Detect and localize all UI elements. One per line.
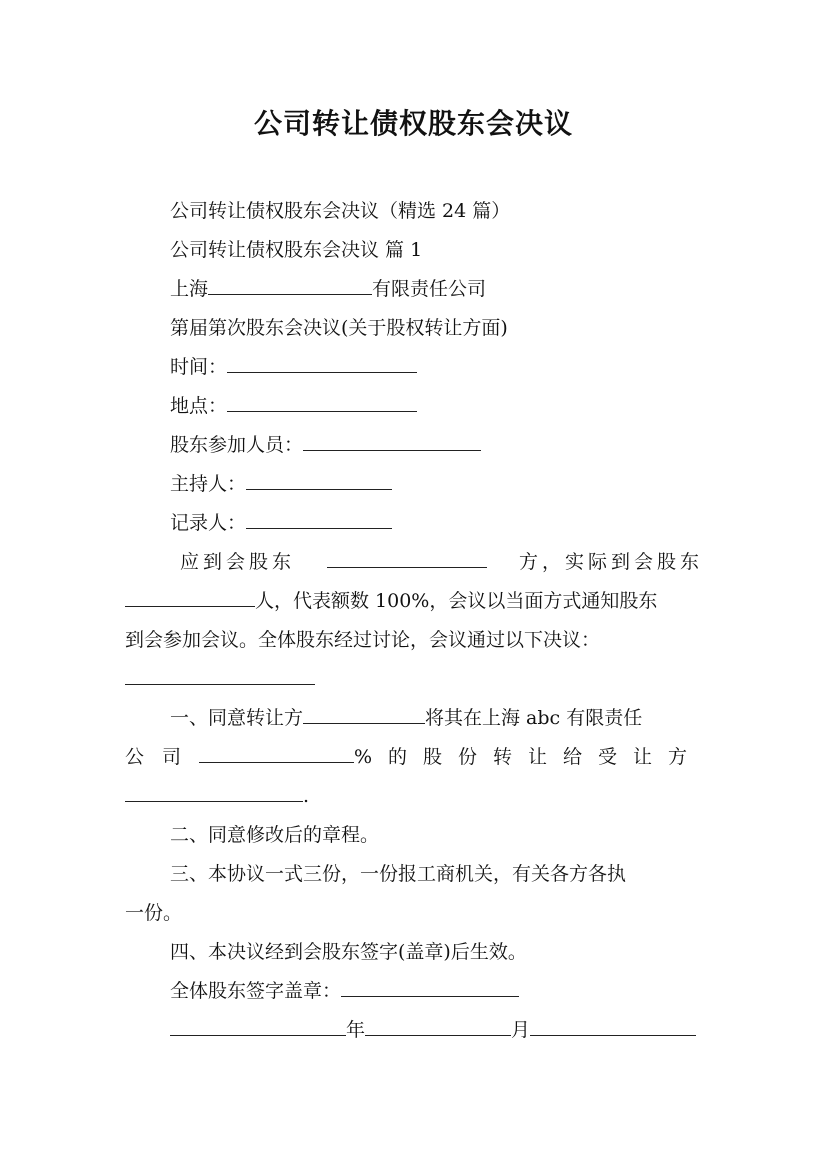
paragraph-1-line-2 (125, 588, 703, 614)
resolution-1-line-3 (125, 783, 703, 809)
place-blank (227, 393, 417, 412)
month-blank (365, 1017, 511, 1036)
paragraph-1-line-1 (180, 549, 703, 575)
paragraph-1-line-3: 到会参加会议。全体股东经过讨论，会议通过以下决议： (125, 629, 601, 651)
recorder-line (170, 510, 748, 536)
r1-transferee-blank (125, 783, 303, 802)
company-suffix: 有限责任公司 (372, 278, 487, 300)
month-label: 月 (511, 1019, 531, 1041)
resolution-1-line-2 (125, 744, 703, 770)
resolution-blank (125, 666, 315, 685)
recorder-label: 记录人： (170, 512, 247, 534)
date-line (170, 1017, 703, 1043)
attendees-blank (303, 432, 481, 451)
recorder-blank (246, 510, 392, 529)
r1-company-label: 公司 (125, 746, 200, 768)
day-blank (530, 1017, 696, 1036)
year-blank (170, 1017, 346, 1036)
signature-blank (341, 978, 519, 997)
resolution-4: 四、本决议经到会股东签字(盖章)后生效。 (170, 941, 527, 963)
p1-actual-blank (125, 588, 255, 607)
host-label: 主持人： (170, 473, 247, 495)
resolution-2: 二、同意修改后的章程。 (170, 824, 380, 846)
p1-expected-blank (327, 549, 487, 568)
meeting-heading: 第届第次股东会决议(关于股权转让方面) (170, 317, 508, 339)
r1-percent-blank (199, 744, 354, 763)
resolution-3-line-1: 三、本协议一式三份，一份报工商机关，有关各方各执 (170, 863, 627, 885)
r1-transfer-text: %的股份转让给受让方 (353, 746, 703, 768)
company-line (170, 276, 748, 302)
subtitle: 公司转让债权股东会决议（精选 24 篇） (170, 200, 511, 222)
attendees-label: 股东参加人员： (170, 434, 304, 456)
resolution-3-line-2: 一份。 (125, 902, 183, 924)
r1-transferor-label: 一、同意转让方 (170, 707, 304, 729)
document-title: 公司转让债权股东会决议 (253, 107, 573, 140)
paragraph-1-line-4 (125, 666, 703, 692)
r1-company-text: 将其在上海 abc 有限责任 (425, 707, 643, 729)
signature-label: 全体股东签字盖章： (170, 980, 342, 1002)
r1-transferor-blank (303, 705, 425, 724)
r1-period: . (303, 785, 310, 807)
time-line (170, 354, 748, 380)
signature-line (170, 978, 748, 1004)
host-blank (246, 471, 392, 490)
part-heading: 公司转让债权股东会决议 篇 1 (170, 239, 423, 261)
host-line (170, 471, 748, 497)
place-label: 地点： (170, 395, 228, 417)
place-line (170, 393, 748, 419)
time-blank (227, 354, 417, 373)
time-label: 时间： (170, 356, 228, 378)
year-label: 年 (346, 1019, 366, 1041)
company-prefix: 上海 (170, 278, 209, 300)
resolution-1-line-1 (170, 705, 703, 731)
attendees-line (170, 432, 748, 458)
p1-expected-label: 应到会股东 (180, 551, 296, 573)
p1-actual-label: 方，实际到会股东 (518, 551, 703, 573)
company-name-blank (208, 276, 372, 295)
p1-text-c: 人，代表额数 100%，会议以当面方式通知股东 (255, 590, 658, 612)
